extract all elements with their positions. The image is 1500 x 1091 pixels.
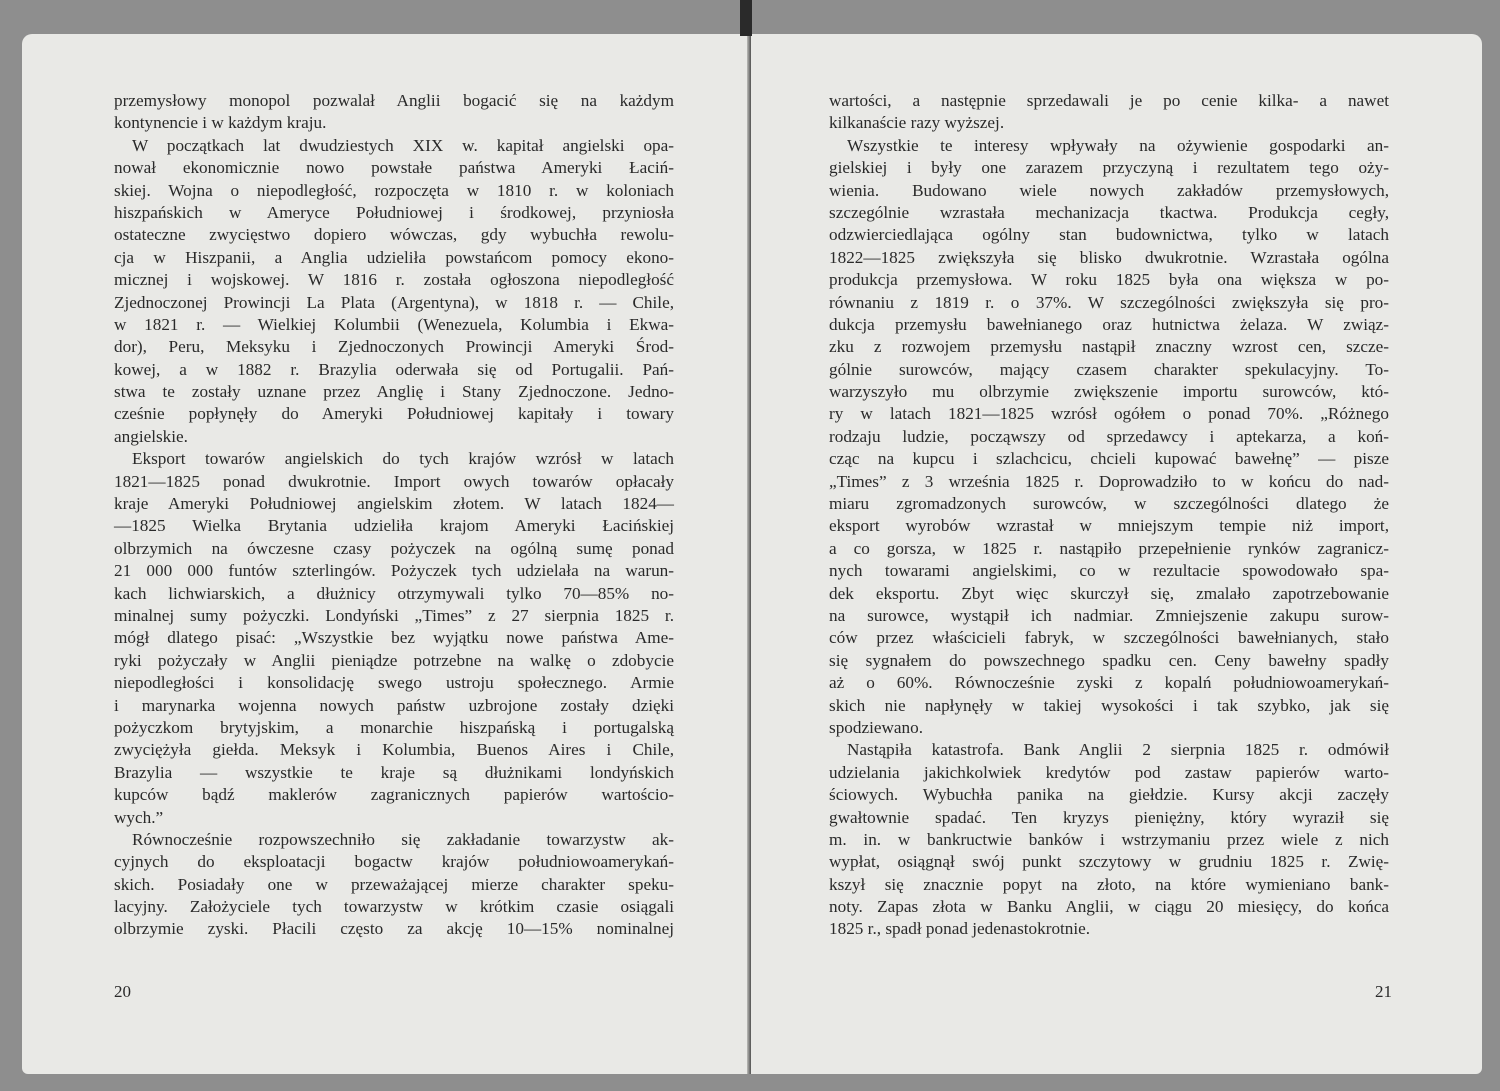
text-line: ry w latach 1821—1825 wzrósł ogółem o ponad 70%. „Różnego: [829, 404, 1389, 424]
text-line: aż o 60%. Równocześnie zyski z kopalń południowoamerykań-: [829, 673, 1389, 693]
text-line: wienia. Budowano wiele nowych zakładów przemysłowych,: [829, 180, 1389, 200]
text-line: kszył się znacznie popyt na złoto, na które wymieniano bank-: [829, 874, 1389, 894]
text-line: i marynarka wojenna nowych państw uzbrojone zostały dzięki: [114, 695, 674, 715]
text-line: rodzaju ludzie, począwszy od sprzedawcy i aptekarza, a koń-: [829, 426, 1389, 446]
text-line: niepodległości i konsolidację swego ustroju społecznego. Armie: [114, 673, 674, 693]
text-line: ców przez właścicieli fabryk, w szczególności bawełnianych, stało: [829, 628, 1389, 648]
text-line: lacyjny. Założyciele tych towarzystw w krótkim czasie osiągali: [114, 897, 674, 917]
text-line: micznej i wojskowej. W 1816 r. została ogłoszona niepodległość: [114, 270, 674, 290]
text-line: m. in. w bankructwie banków i wstrzymaniu przez wiele z nich: [829, 829, 1389, 849]
text-line: ryki pożyczały w Anglii pieniądze potrzebne na walkę o zdobycie: [114, 650, 674, 670]
text-line: nował ekonomicznie nowo powstałe państwa Ameryki Łaciń-: [114, 158, 674, 178]
text-line: Wszystkie te interesy wpływały na ożywienie gospodarki an-: [847, 135, 1389, 155]
text-line: Równocześnie rozpowszechniło się zakładanie towarzystw ak-: [132, 829, 674, 849]
text-line: —1825 Wielka Brytania udzieliła krajom Ameryki Łacińskiej: [114, 516, 674, 536]
text-line: Brazylia — wszystkie te kraje są dłużnikami londyńskich: [114, 762, 674, 782]
text-line: szczególnie wzrastała mechanizacja tkactwa. Produkcja cegły,: [829, 202, 1389, 222]
text-line: gielskiej i były one zarazem przyczyną i rezultatem tego oży-: [829, 158, 1389, 178]
text-line: angielskie.: [114, 426, 188, 446]
text-line: W początkach lat dwudziestych XIX w. kapitał angielski opa-: [132, 135, 674, 155]
text-line: 1822—1825 zwiększyła się blisko dwukrotnie. Wzrastała ogólna: [829, 247, 1389, 267]
text-line: nych towarami angielskimi, co w rezultacie spowodowało spa-: [829, 561, 1389, 581]
text-line: ostateczne zwycięstwo dopiero wówczas, gdy wybuchła rewolu-: [114, 225, 674, 245]
text-line: 1821—1825 ponad dwukrotnie. Import owych towarów opłacały: [114, 471, 674, 491]
text-line: olbrzymie zyski. Płacili często za akcję 10—15% nominalnej: [114, 919, 674, 939]
text-line: pożyczkom brytyjskim, a monarchie hiszpańską i portugalską: [114, 717, 674, 737]
text-line: cząc na kupcu i szlachcicu, chcieli kupować bawełnę” — pisze: [829, 449, 1389, 469]
right-page: [751, 34, 1482, 1074]
text-line: wych.”: [114, 807, 164, 827]
text-line: gwałtownie spadać. Ten kryzys pieniężny, który wyraził się: [829, 807, 1389, 827]
text-line: kowej, a w 1882 r. Brazylia oderwała się od Portugalii. Pań-: [114, 359, 674, 379]
text-line: zku z rozwojem przemysłu nastąpił znaczny wzrost cen, szcze-: [829, 337, 1389, 357]
text-line: odzwierciedlająca ogólny stan budownictwa, tylko w latach: [829, 225, 1389, 245]
text-line: kontynencie i w każdym kraju.: [114, 113, 327, 133]
text-line: warzyszyło mu olbrzymie zwiększenie importu surowców, któ-: [829, 382, 1389, 402]
text-line: olbrzymich na ówczesne czasy pożyczek na ogólną sumę ponad: [114, 538, 674, 558]
right-page-number: 21: [1375, 982, 1392, 1001]
text-line: hiszpańskich w Ameryce Południowej i środkowej, przyniosła: [114, 202, 674, 222]
text-line: kilkanaście razy wyższej.: [829, 113, 1005, 133]
text-line: noty. Zapas złota w Banku Anglii, w ciągu 20 miesięcy, do końca: [829, 897, 1389, 917]
text-line: na surowce, wystąpił ich nadmiar. Zmniejszenie zakupu surow-: [829, 605, 1389, 625]
text-line: ściowych. Wybuchła panika na giełdzie. Kursy akcji zaczęły: [829, 785, 1389, 805]
text-line: cyjnych do eksploatacji bogactw krajów południowoamerykań-: [114, 852, 674, 872]
text-line: się sygnałem do powszechnego spadku cen. Ceny bawełny spadły: [829, 650, 1389, 670]
text-line: dor), Peru, Meksyku i Zjednoczonych Prowincji Ameryki Środ-: [114, 337, 674, 357]
text-line: cześnie popłynęły do Ameryki Południowej kapitały i towary: [114, 404, 674, 424]
text-line: wartości, a następnie sprzedawali je po cenie kilka- a nawet: [829, 91, 1389, 110]
text-line: Zjednoczonej Prowincji La Plata (Argentyna), w 1818 r. — Chile,: [114, 292, 674, 312]
text-line: a co gorsza, w 1825 r. nastąpiło przepełnienie rynków zagranicz-: [829, 538, 1389, 558]
text-line: produkcja przemysłowa. W roku 1825 była ona większa w po-: [829, 270, 1389, 290]
text-line: skiej. Wojna o niepodległość, rozpoczęta w 1810 r. w koloniach: [114, 180, 674, 200]
text-line: kupców bądź maklerów zagranicznych papierów wartościo-: [114, 785, 674, 805]
text-line: równaniu z 1819 r. o 37%. W szczególności zwiększyła się pro-: [829, 292, 1389, 312]
book-spread: [22, 34, 1482, 1074]
text-line: przemysłowy monopol pozwalał Anglii bogacić się na każdym: [114, 91, 674, 110]
text-line: skich nie napłynęły w takiej wysokości i tak szybko, jak się: [829, 695, 1389, 715]
left-page-text: [114, 90, 674, 941]
right-page-text: [829, 90, 1389, 941]
book-spine-edge: [740, 0, 752, 36]
left-page-number: 20: [114, 982, 131, 1001]
text-line: gólnie surowców, mający czasem charakter spekulacyjny. To-: [829, 359, 1389, 379]
text-line: eksport wyrobów wzrastał w mniejszym tempie niż import,: [829, 516, 1389, 536]
text-line: w 1821 r. — Wielkiej Kolumbii (Wenezuela, Kolumbia i Ekwa-: [114, 314, 674, 334]
text-line: Eksport towarów angielskich do tych krajów wzrósł w latach: [132, 449, 674, 469]
text-line: minalnej sumy pożyczki. Londyński „Times” z 27 sierpnia 1825 r.: [114, 605, 674, 625]
text-line: 21 000 000 funtów szterlingów. Pożyczek tych udzielała na warun-: [114, 561, 674, 581]
text-line: „Times” z 3 września 1825 r. Doprowadziło to w końcu do nad-: [829, 471, 1389, 491]
text-line: dek eksportu. Zbyt więc skurczył się, zmalało zapotrzebowanie: [829, 583, 1389, 603]
text-line: wypłat, osiągnął swój punkt szczytowy w grudniu 1825 r. Zwię-: [829, 852, 1389, 872]
text-line: skich. Posiadały one w przeważającej mierze charakter speku-: [114, 874, 674, 894]
text-line: cja w Hiszpanii, a Anglia udzieliła powstańcom pomocy ekono-: [114, 247, 674, 267]
text-line: kach lichwiarskich, a dłużnicy otrzymywali tylko 70—85% no-: [114, 583, 674, 603]
text-line: 1825 r., spadł ponad jedenastokrotnie.: [829, 919, 1091, 939]
text-line: zwyciężyła giełda. Meksyk i Kolumbia, Buenos Aires i Chile,: [114, 740, 674, 760]
text-line: stwa te zostały uznane przez Anglię i Stany Zjednoczone. Jedno-: [114, 382, 674, 402]
text-line: Nastąpiła katastrofa. Bank Anglii 2 sierpnia 1825 r. odmówił: [847, 740, 1389, 760]
text-line: spodziewano.: [829, 717, 924, 737]
text-line: mógł dlatego pisać: „Wszystkie bez wyjątku nowe państwa Ame-: [114, 628, 674, 648]
text-line: dukcja przemysłu bawełnianego oraz hutnictwa żelaza. W związ-: [829, 314, 1389, 334]
text-line: kraje Ameryki Południowej angielskim złotem. W latach 1824—: [114, 494, 674, 514]
left-page: [22, 34, 749, 1074]
text-line: miaru zgromadzonych surowców, w szczególności dlatego że: [829, 494, 1389, 514]
text-line: udzielania jakichkolwiek kredytów pod zastaw papierów warto-: [829, 762, 1389, 782]
